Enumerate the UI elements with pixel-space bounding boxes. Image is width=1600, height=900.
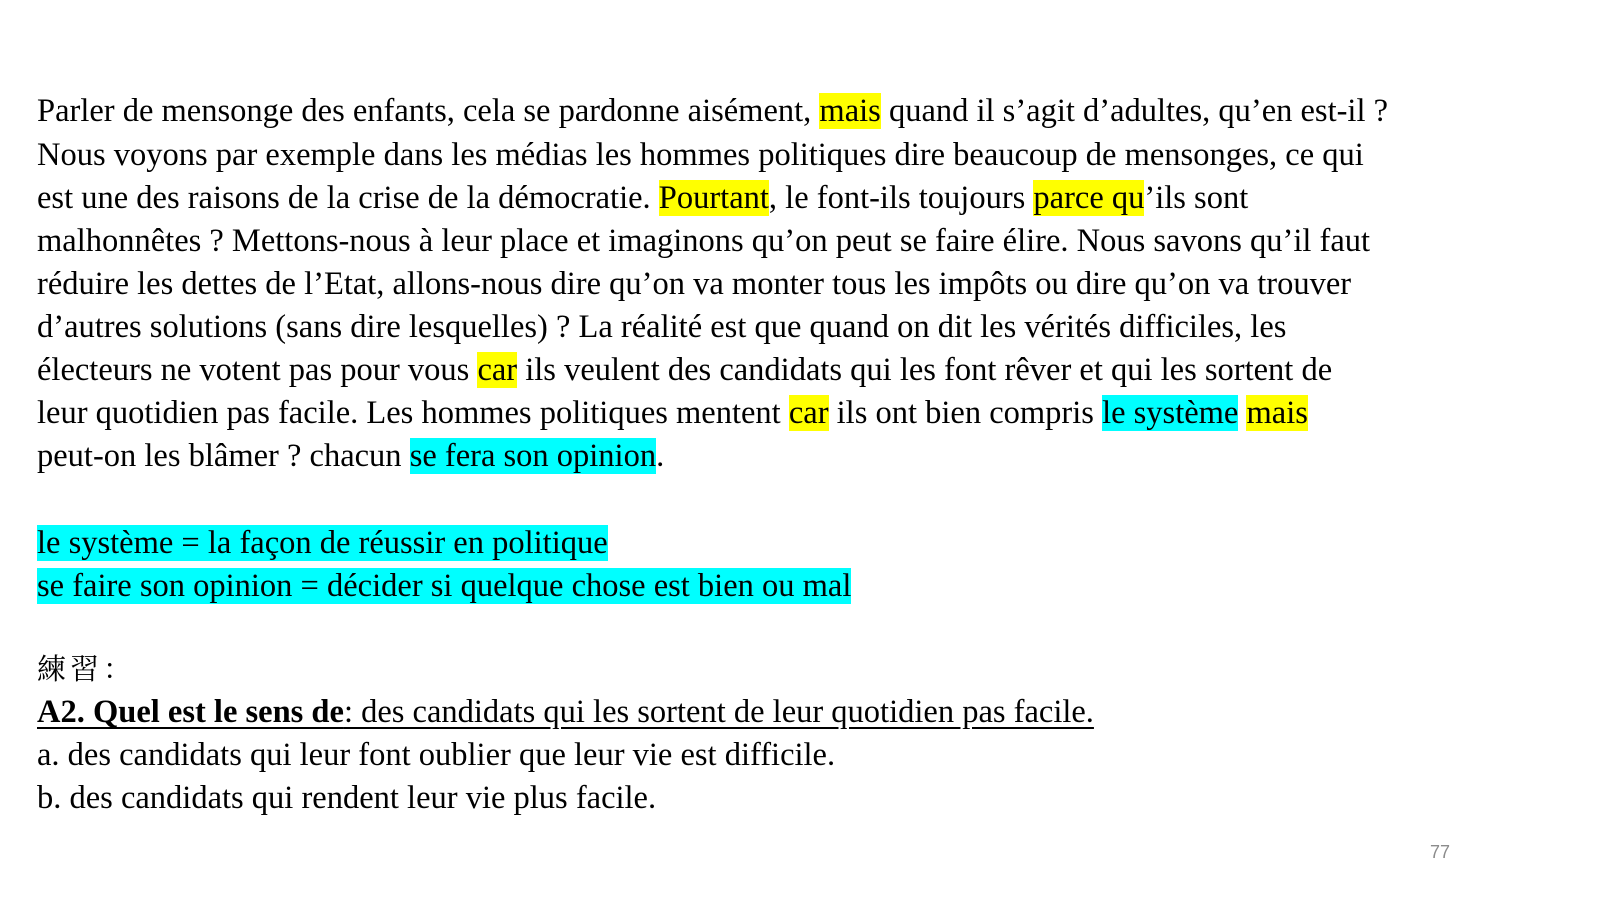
highlight-vocab: se fera son opinion <box>409 438 657 474</box>
text-run: Nous voyons par exemple dans les médias les hommes politiques dire beaucoup de mensonges, ce qui <box>37 137 1364 173</box>
definition-text: se faire son opinion = décider si quelque chose est bien ou mal <box>37 568 852 604</box>
paragraph-line <box>37 89 1388 133</box>
question-text: : des candidats qui les sortent de leur quotidien pas facile. <box>343 694 1094 730</box>
text-run: quand il s’agit d’adultes, qu’en est-il ? <box>880 93 1389 129</box>
exercise-question <box>37 690 1094 734</box>
text-run: d’autres solutions (sans dire lesquelles) ? La réalité est que quand on dit les vérités difficiles, les <box>37 309 1287 345</box>
highlight-vocab: le système <box>1102 395 1239 431</box>
text-run: ils ont bien compris <box>828 395 1103 431</box>
paragraph-line <box>37 133 1364 177</box>
highlight-connector: parce qu <box>1033 180 1145 216</box>
highlight-connector: car <box>788 395 829 431</box>
highlight-connector: car <box>477 352 518 388</box>
answer-option-a: a. des candidats qui leur font oublier que leur vie est difficile. <box>37 737 836 773</box>
text-run: leur quotidien pas facile. Les hommes politiques mentent <box>37 395 789 431</box>
highlight-connector: mais <box>819 93 881 129</box>
text-run: électeurs ne votent pas pour vous <box>37 352 478 388</box>
text-run: Parler de mensonge des enfants, cela se pardonne aisément, <box>37 93 820 129</box>
text-run: malhonnêtes ? Mettons-nous à leur place et imaginons qu’on peut se faire élire. Nous savons qu’il faut <box>37 223 1371 259</box>
page-number: 77 <box>1430 842 1451 862</box>
text-run: est une des raisons de la crise de la démocratie. <box>37 180 659 216</box>
paragraph-line <box>37 391 1308 435</box>
paragraph-line <box>37 348 1332 392</box>
text-run: ils veulent des candidats qui les font rêver et qui les sortent de <box>517 352 1333 388</box>
paragraph-line <box>37 219 1370 263</box>
text-run: réduire les dettes de l’Etat, allons-nous dire qu’on va monter tous les impôts ou dire qu’on va trouver <box>37 266 1352 302</box>
exercise-label: 練習： <box>37 652 137 686</box>
paragraph-line <box>37 434 664 478</box>
definition-text: le système = la façon de réussir en politique <box>37 525 608 561</box>
paragraph-line <box>37 262 1351 306</box>
question-prefix: A2. Quel est le sens de <box>37 694 344 730</box>
text-run: , le font-ils toujours <box>768 180 1034 216</box>
highlight-connector: mais <box>1246 395 1308 431</box>
paragraph-line <box>37 176 1248 220</box>
text-run: peut-on les blâmer ? chacun <box>37 438 410 474</box>
highlight-connector: Pourtant <box>658 180 769 216</box>
answer-option-b: b. des candidats qui rendent leur vie plus facile. <box>37 780 657 816</box>
text-run: ’ils sont <box>1144 180 1249 216</box>
text-run: . <box>656 438 665 474</box>
definition-line <box>37 564 851 608</box>
definition-line <box>37 521 608 565</box>
paragraph-line <box>37 305 1286 349</box>
